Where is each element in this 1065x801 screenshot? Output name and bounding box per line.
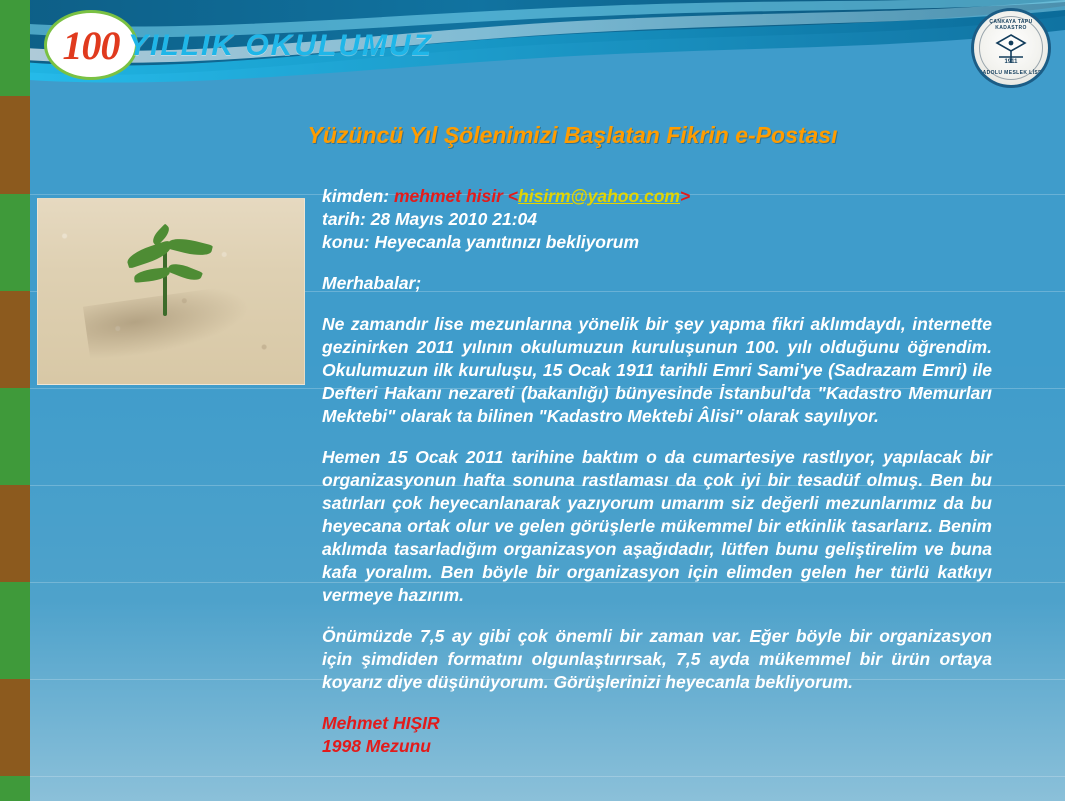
logo-100-badge: [44, 10, 138, 80]
school-crest-icon: [971, 8, 1051, 88]
crest-bottom-text: ANADOLU MESLEK LİSESİ: [974, 70, 1048, 76]
subject-value: Heyecanla yanıtınızı bekliyorum: [374, 232, 640, 252]
signature-name: Mehmet HIŞIR: [322, 713, 440, 733]
crest-top-text: ÇANKAYA TAPU KADASTRO: [989, 19, 1033, 31]
header-banner: [0, 0, 1065, 96]
signature-class: 1998 Mezunu: [322, 736, 431, 756]
subject-label: konu:: [322, 232, 370, 252]
email-greeting: Merhabalar;: [322, 273, 422, 293]
angle-open: <: [507, 186, 519, 206]
logo-100-text: 100: [62, 22, 120, 68]
strip-segment: [0, 388, 30, 485]
left-color-strip: [0, 0, 30, 801]
plant-stem: [163, 247, 167, 315]
strip-segment: [0, 291, 30, 388]
from-label: kimden:: [322, 186, 390, 206]
strip-segment: [0, 776, 30, 801]
date-label: tarih:: [322, 209, 366, 229]
email-paragraph-3: Önümüzde 7,5 ay gibi çok önemli bir zaman var. Eğer böyle bir organizasyon için şimdiden formatını olgunlaştırırsak, 7,5 ayda mükemmel bir ürün ortaya koyarız diye düşünüyorum. Görüşlerinizi heyecanla bekliyorum.: [322, 626, 992, 692]
sand-texture: [38, 199, 304, 384]
email-paragraph-1: Ne zamandır lise mezunlarına yönelik bir şey yapma fikri aklımdaydı, internette gezinirken 2011 yılının okulumuzun kuruluşunun 100. yılı olduğunu öğrendim. Okulumuzun ilk kuruluşu, 15 Ocak 1911 tarihli Emri Sami'ye (Sadrazam Emri) ile Defteri Hakanı nezareti (bakanlığı) bünyesinde İstanbul'da "Kadastro Memurları Mektebi" olarak ta bilinen "Kadastro Mektebi Âlisi" olarak sayılıyor.: [322, 314, 992, 426]
divider-line: [0, 776, 1065, 777]
from-email-link[interactable]: hisirm@yahoo.com: [518, 186, 680, 206]
email-from-line: [322, 185, 992, 208]
email-subject-line: [322, 231, 992, 254]
seedling-photo: [37, 198, 305, 385]
strip-segment: [0, 582, 30, 679]
email-body: [322, 185, 992, 758]
banner-title: YILLIK OKULUMUZ: [128, 29, 433, 62]
date-value: 28 Mayıs 2010 21:04: [370, 209, 538, 229]
strip-segment: [0, 679, 30, 776]
strip-segment: [0, 485, 30, 582]
page-title: Yüzüncü Yıl Şölenimizi Başlatan Fikrin e-Postası: [307, 122, 838, 148]
crest-year: 1911: [1004, 59, 1018, 65]
angle-close: >: [680, 186, 691, 206]
from-name: mehmet hisir: [393, 186, 503, 206]
strip-segment: [0, 96, 30, 194]
strip-segment: [0, 0, 30, 96]
email-date-line: [322, 208, 992, 231]
email-paragraph-2: Hemen 15 Ocak 2011 tarihine baktım o da cumartesiye rastlıyor, yapılacak bir organizasyonun hafta sonuna rastlaması da çok iyi bir tesadüf olmuş. Ben bu satırları çok heyecanlanarak yazıyorum umarım siz değerli mezunlarımız da bu heyecana ortak olur ve gelen görüşlerle mükemmel bir etkinlik tasarlarız. Benim aklımda tasarladığım organizasyon aşağıdadır, lütfen bunu geliştirelim ve buna kafa yoralım. Ben böyle bir organizasyon için elimden gelen her türlü katkıyı vermeye hazırım.: [322, 447, 992, 605]
strip-segment: [0, 194, 30, 291]
